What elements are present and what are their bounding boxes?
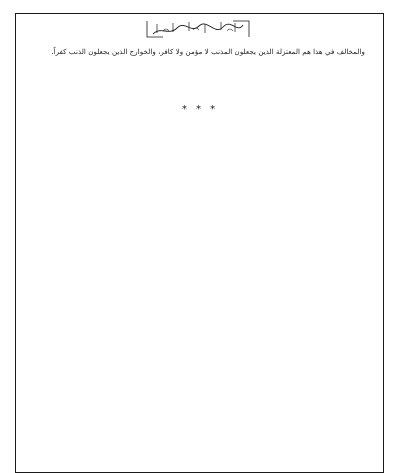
section-separator: * * * [181, 104, 219, 115]
body-paragraph: والمخالف في هذا هم المعتزلة الذين يجعلون المذنب لا مؤمن ولا كافر، والخوارج الذين يجعلون الذنب كفراً. [51, 47, 365, 56]
page-frame [15, 13, 384, 473]
calligraphy-header-icon [143, 18, 253, 40]
